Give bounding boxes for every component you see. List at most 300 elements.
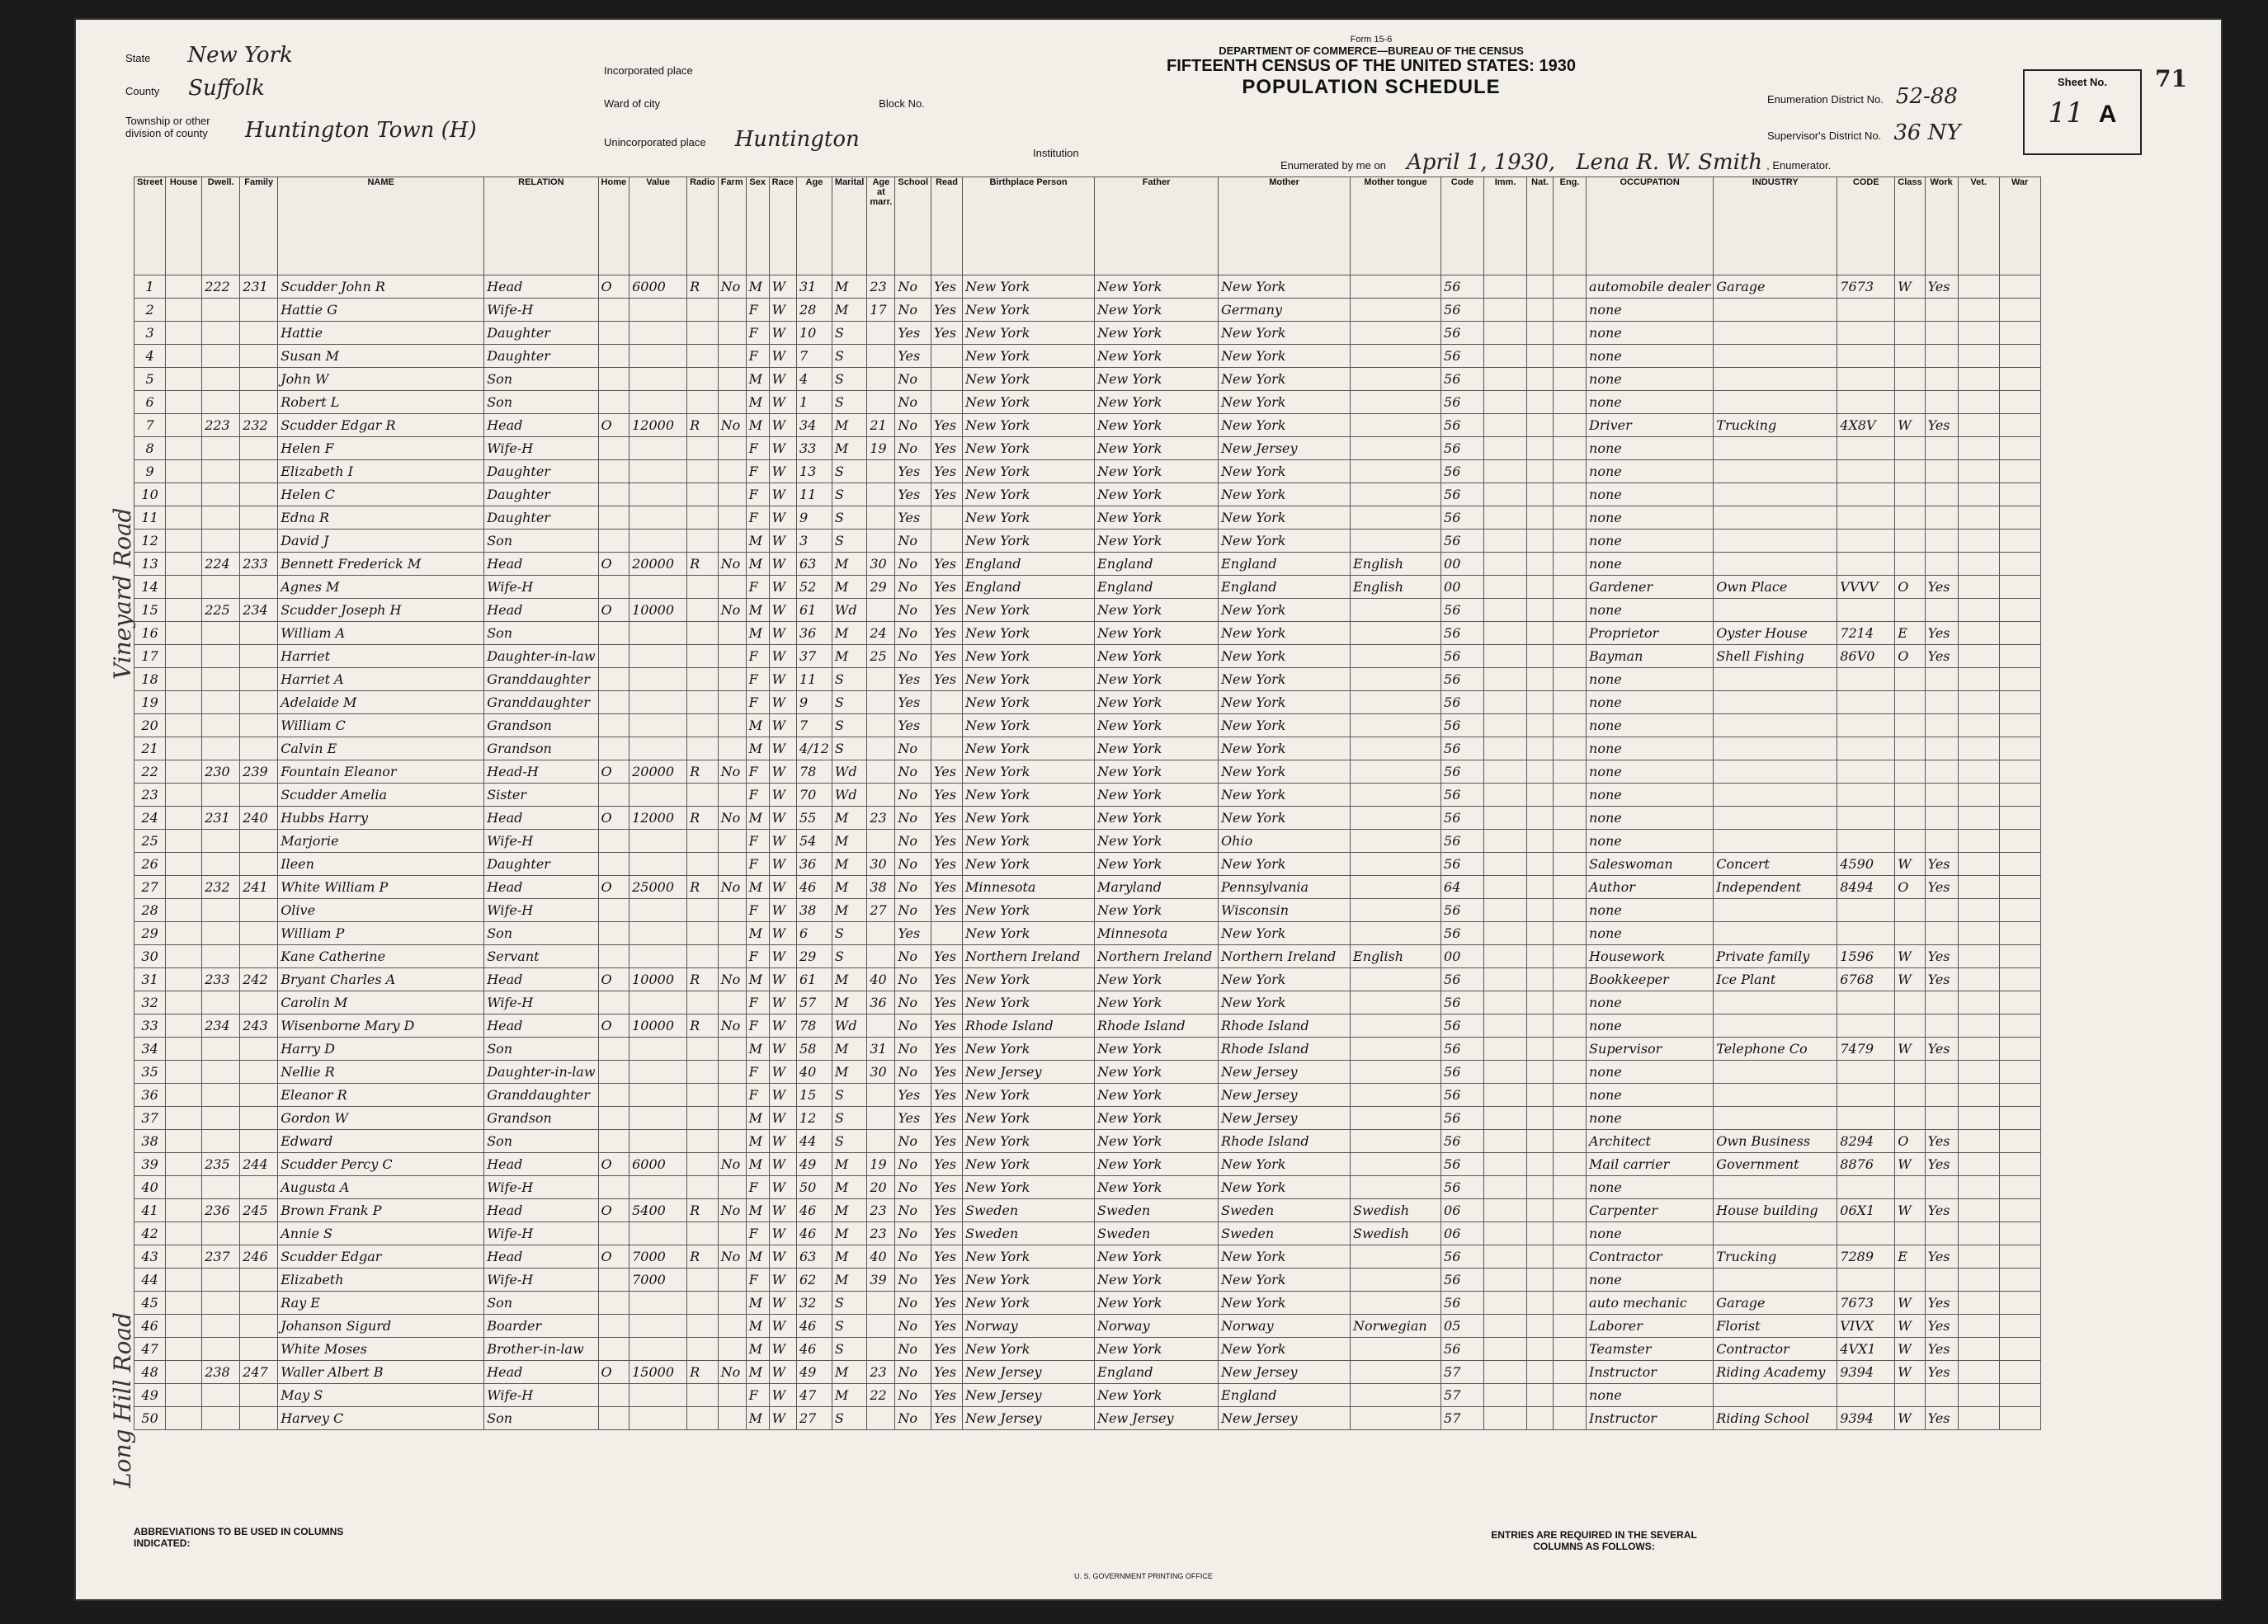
table-row [134, 275, 2041, 299]
cell-ocode: VVVV [1837, 576, 1895, 599]
cell-occ: Laborer [1587, 1315, 1714, 1338]
cell-sch: No [895, 1014, 931, 1038]
cell-rd: Yes [931, 275, 963, 299]
cell-farm [718, 530, 746, 553]
cell-sch: No [895, 991, 931, 1014]
cell-cls [1895, 1014, 1925, 1038]
cell-sex: F [746, 1222, 769, 1245]
table-row [134, 1361, 2041, 1384]
cell-age: 11 [796, 483, 832, 506]
cell-farm: No [718, 1014, 746, 1038]
cell-am: 30 [867, 1061, 895, 1084]
cell-rd: Yes [931, 553, 963, 576]
empty-cell [1554, 876, 1587, 899]
cell-radio [687, 391, 719, 414]
cell-dw [202, 922, 240, 945]
cell-fam: 239 [240, 760, 278, 784]
cell-work [1925, 1269, 1958, 1292]
cell-race: W [769, 437, 796, 460]
empty-cell [1484, 922, 1527, 945]
cell-fbp: New York [1095, 530, 1219, 553]
cell-val [629, 576, 687, 599]
cell-race: W [769, 737, 796, 760]
cell-rel: Son [484, 368, 598, 391]
cell-val [629, 691, 687, 714]
line-number: 24 [134, 807, 166, 830]
cell-home [598, 899, 629, 922]
empty-cell [166, 1407, 202, 1430]
empty-cell [1484, 1407, 1527, 1430]
cell-name: Scudder Percy C [278, 1153, 484, 1176]
empty-cell [1999, 622, 2040, 645]
cell-race: W [769, 414, 796, 437]
cell-rd: Yes [931, 968, 963, 991]
cell-dw [202, 1407, 240, 1430]
cell-tongue [1351, 1084, 1441, 1107]
empty-cell [166, 1107, 202, 1130]
cell-work: Yes [1925, 1292, 1958, 1315]
empty-cell [1958, 1061, 1999, 1084]
cell-dw [202, 576, 240, 599]
cell-work: Yes [1925, 1407, 1958, 1430]
cell-sch: No [895, 1384, 931, 1407]
empty-cell [1484, 853, 1527, 876]
cell-rd: Yes [931, 599, 963, 622]
cell-val [629, 437, 687, 460]
empty-cell [1484, 714, 1527, 737]
empty-cell [1958, 1199, 1999, 1222]
empty-cell [166, 668, 202, 691]
empty-cell [166, 807, 202, 830]
empty-cell [1554, 506, 1587, 530]
empty-cell [166, 1245, 202, 1269]
cell-ind: Florist [1714, 1315, 1837, 1338]
cell-am: 38 [867, 876, 895, 899]
cell-work [1925, 1014, 1958, 1038]
cell-race: W [769, 322, 796, 345]
cell-ind [1714, 1269, 1837, 1292]
cell-occ: none [1587, 1061, 1714, 1084]
cell-cls: E [1895, 622, 1925, 645]
cell-bp: New York [963, 830, 1095, 853]
empty-cell [166, 760, 202, 784]
cell-am [867, 460, 895, 483]
cell-cls: O [1895, 1130, 1925, 1153]
form-title-block: Form 15-6 DEPARTMENT OF COMMERCE—BUREAU OF THE CENSUS FIFTEENTH CENSUS OF THE UNITED STATES: 1930 POPULATION SCHEDULE [1082, 35, 1660, 99]
cell-home: O [598, 599, 629, 622]
empty-cell [1527, 275, 1554, 299]
empty-cell [1484, 275, 1527, 299]
cell-dw [202, 830, 240, 853]
empty-cell [166, 368, 202, 391]
cell-radio [687, 1269, 719, 1292]
cell-rd: Yes [931, 645, 963, 668]
cell-rel: Wife-H [484, 991, 598, 1014]
cell-age: 12 [796, 1107, 832, 1130]
cell-radio [687, 506, 719, 530]
cell-work [1925, 1222, 1958, 1245]
empty-cell [1554, 1176, 1587, 1199]
cell-sex: M [746, 553, 769, 576]
cell-ind [1714, 530, 1837, 553]
cell-code: 56 [1441, 506, 1484, 530]
table-row [134, 737, 2041, 760]
cell-rel: Son [484, 530, 598, 553]
cell-mar: M [832, 1176, 866, 1199]
cell-race: W [769, 622, 796, 645]
cell-farm [718, 1107, 746, 1130]
cell-code: 56 [1441, 714, 1484, 737]
empty-cell [1958, 668, 1999, 691]
empty-cell [1958, 1269, 1999, 1292]
cell-age: 63 [796, 1245, 832, 1269]
cell-sch: No [895, 945, 931, 968]
empty-cell [1999, 1315, 2040, 1338]
cell-name: David J [278, 530, 484, 553]
line-number: 44 [134, 1269, 166, 1292]
empty-cell [1554, 807, 1587, 830]
line-number: 12 [134, 530, 166, 553]
empty-cell [1999, 1014, 2040, 1038]
empty-cell [1999, 437, 2040, 460]
cell-radio [687, 922, 719, 945]
cell-bp: New York [963, 483, 1095, 506]
cell-sch: No [895, 737, 931, 760]
cell-ind [1714, 714, 1837, 737]
cell-tongue: Norwegian [1351, 1315, 1441, 1338]
cell-mbp: New York [1219, 530, 1351, 553]
empty-cell [1484, 1384, 1527, 1407]
cell-fbp: New York [1095, 368, 1219, 391]
cell-occ: none [1587, 299, 1714, 322]
empty-cell [166, 391, 202, 414]
empty-cell [166, 714, 202, 737]
cell-race: W [769, 1269, 796, 1292]
empty-cell [1999, 899, 2040, 922]
cell-farm [718, 483, 746, 506]
empty-cell [1554, 922, 1587, 945]
cell-race: W [769, 1384, 796, 1407]
cell-bp: New York [963, 668, 1095, 691]
cell-ocode [1837, 391, 1895, 414]
cell-bp: New York [963, 784, 1095, 807]
cell-work [1925, 368, 1958, 391]
empty-cell [1484, 1199, 1527, 1222]
cell-rd: Yes [931, 1407, 963, 1430]
cell-farm [718, 368, 746, 391]
cell-am [867, 322, 895, 345]
cell-sch: No [895, 876, 931, 899]
cell-ocode [1837, 437, 1895, 460]
empty-cell [1958, 460, 1999, 483]
cell-code: 56 [1441, 345, 1484, 368]
cell-radio [687, 622, 719, 645]
cell-radio [687, 437, 719, 460]
cell-rd: Yes [931, 1361, 963, 1384]
cell-dw [202, 991, 240, 1014]
cell-sex: M [746, 622, 769, 645]
cell-fam [240, 622, 278, 645]
cell-mar: S [832, 714, 866, 737]
line-number: 35 [134, 1061, 166, 1084]
cell-code: 56 [1441, 922, 1484, 945]
table-row [134, 1061, 2041, 1084]
cell-name: William A [278, 622, 484, 645]
cell-dw: 224 [202, 553, 240, 576]
empty-cell [1999, 391, 2040, 414]
empty-cell [1554, 345, 1587, 368]
column-header: CODE [1837, 177, 1895, 275]
cell-mbp: New York [1219, 807, 1351, 830]
empty-cell [1958, 1361, 1999, 1384]
cell-sch: No [895, 1061, 931, 1084]
cell-cls [1895, 345, 1925, 368]
cell-rel: Daughter [484, 460, 598, 483]
cell-dw [202, 1038, 240, 1061]
cell-sch: No [895, 830, 931, 853]
cell-occ: Author [1587, 876, 1714, 899]
line-number: 22 [134, 760, 166, 784]
empty-cell [1527, 391, 1554, 414]
empty-cell [1554, 460, 1587, 483]
cell-age: 7 [796, 345, 832, 368]
cell-am: 27 [867, 899, 895, 922]
cell-val [629, 1338, 687, 1361]
cell-code: 56 [1441, 599, 1484, 622]
cell-occ: none [1587, 1014, 1714, 1038]
cell-ind [1714, 1014, 1837, 1038]
cell-cls [1895, 784, 1925, 807]
cell-cls [1895, 714, 1925, 737]
cell-age: 37 [796, 645, 832, 668]
cell-fam [240, 483, 278, 506]
table-row [134, 345, 2041, 368]
empty-cell [1554, 530, 1587, 553]
cell-ocode [1837, 483, 1895, 506]
cell-name: Scudder John R [278, 275, 484, 299]
cell-occ: none [1587, 530, 1714, 553]
cell-fbp: Minnesota [1095, 922, 1219, 945]
empty-cell [1999, 530, 2040, 553]
empty-cell [1999, 945, 2040, 968]
cell-fam: 246 [240, 1245, 278, 1269]
cell-bp: New York [963, 991, 1095, 1014]
line-number: 19 [134, 691, 166, 714]
column-header: Radio [687, 177, 719, 275]
cell-cls [1895, 299, 1925, 322]
empty-cell [1527, 437, 1554, 460]
empty-cell [1554, 645, 1587, 668]
cell-fbp: New York [1095, 460, 1219, 483]
cell-sex: F [746, 668, 769, 691]
cell-tongue [1351, 1245, 1441, 1269]
cell-age: 46 [796, 1315, 832, 1338]
cell-tongue [1351, 599, 1441, 622]
cell-farm: No [718, 414, 746, 437]
cell-work: Yes [1925, 945, 1958, 968]
cell-am: 31 [867, 1038, 895, 1061]
cell-home [598, 1384, 629, 1407]
cell-bp: New York [963, 968, 1095, 991]
cell-fbp: New York [1095, 1292, 1219, 1315]
cell-ocode: 86V0 [1837, 645, 1895, 668]
cell-occ: none [1587, 784, 1714, 807]
cell-ocode [1837, 506, 1895, 530]
cell-bp: New York [963, 1107, 1095, 1130]
cell-val [629, 668, 687, 691]
cell-work [1925, 322, 1958, 345]
cell-am [867, 945, 895, 968]
cell-work [1925, 691, 1958, 714]
cell-tongue: Swedish [1351, 1222, 1441, 1245]
cell-val [629, 991, 687, 1014]
cell-mbp: New York [1219, 714, 1351, 737]
cell-mbp: Norway [1219, 1315, 1351, 1338]
cell-bp: Rhode Island [963, 1014, 1095, 1038]
cell-home: O [598, 876, 629, 899]
cell-radio [687, 1384, 719, 1407]
empty-cell [1554, 991, 1587, 1014]
cell-fbp: New York [1095, 345, 1219, 368]
cell-rd: Yes [931, 322, 963, 345]
cell-rd: Yes [931, 1176, 963, 1199]
empty-cell [1554, 899, 1587, 922]
cell-rel: Head [484, 968, 598, 991]
cell-sex: M [746, 391, 769, 414]
cell-farm: No [718, 876, 746, 899]
line-number: 3 [134, 322, 166, 345]
empty-cell [1484, 1361, 1527, 1384]
empty-cell [1527, 1245, 1554, 1269]
cell-occ: none [1587, 899, 1714, 922]
cell-sch: Yes [895, 460, 931, 483]
empty-cell [1484, 414, 1527, 437]
cell-fam [240, 1038, 278, 1061]
empty-cell [166, 1061, 202, 1084]
cell-rd: Yes [931, 760, 963, 784]
cell-mar: M [832, 899, 866, 922]
cell-work: Yes [1925, 1315, 1958, 1338]
cell-val [629, 737, 687, 760]
cell-age: 63 [796, 553, 832, 576]
cell-fbp: New York [1095, 437, 1219, 460]
table-row [134, 668, 2041, 691]
cell-rd [931, 368, 963, 391]
cell-cls [1895, 691, 1925, 714]
cell-age: 44 [796, 1130, 832, 1153]
empty-cell [1484, 668, 1527, 691]
cell-am [867, 1338, 895, 1361]
table-row [134, 922, 2041, 945]
cell-fam [240, 784, 278, 807]
cell-race: W [769, 1222, 796, 1245]
cell-home [598, 830, 629, 853]
cell-dw [202, 737, 240, 760]
cell-farm [718, 1269, 746, 1292]
cell-tongue [1351, 460, 1441, 483]
cell-farm: No [718, 807, 746, 830]
cell-val [629, 622, 687, 645]
empty-cell [1484, 1084, 1527, 1107]
cell-fam [240, 322, 278, 345]
empty-cell [1554, 1199, 1587, 1222]
cell-occ: Housework [1587, 945, 1714, 968]
cell-ocode [1837, 1384, 1895, 1407]
cell-rel: Head [484, 876, 598, 899]
cell-ocode: 8876 [1837, 1153, 1895, 1176]
cell-bp: New York [963, 299, 1095, 322]
empty-cell [1958, 299, 1999, 322]
cell-fam [240, 945, 278, 968]
empty-cell [1484, 391, 1527, 414]
cell-sex: M [746, 1199, 769, 1222]
empty-cell [1554, 299, 1587, 322]
empty-cell [1958, 945, 1999, 968]
empty-cell [1958, 1315, 1999, 1338]
cell-mar: S [832, 345, 866, 368]
cell-rel: Wife-H [484, 899, 598, 922]
cell-ind: Concert [1714, 853, 1837, 876]
cell-bp: New York [963, 345, 1095, 368]
line-number: 8 [134, 437, 166, 460]
cell-bp: New York [963, 1338, 1095, 1361]
cell-fam [240, 1338, 278, 1361]
cell-mar: M [832, 807, 866, 830]
empty-cell [1999, 576, 2040, 599]
cell-age: 3 [796, 530, 832, 553]
cell-fbp: New York [1095, 830, 1219, 853]
cell-bp: New York [963, 645, 1095, 668]
cell-occ: Supervisor [1587, 1038, 1714, 1061]
cell-occ: none [1587, 506, 1714, 530]
cell-farm [718, 668, 746, 691]
column-header: Value [629, 177, 687, 275]
enumerator-name: Lena R. W. Smith [1576, 150, 1763, 175]
table-row [134, 1176, 2041, 1199]
empty-cell [1484, 1315, 1527, 1338]
cell-name: Agnes M [278, 576, 484, 599]
cell-fbp: New York [1095, 1153, 1219, 1176]
cell-ind: Riding Academy [1714, 1361, 1837, 1384]
cell-val [629, 1107, 687, 1130]
cell-radio [687, 945, 719, 968]
cell-name: Susan M [278, 345, 484, 368]
cell-sex: F [746, 1384, 769, 1407]
cell-work: Yes [1925, 1361, 1958, 1384]
cell-name: Scudder Edgar [278, 1245, 484, 1269]
cell-rd: Yes [931, 991, 963, 1014]
table-row [134, 714, 2041, 737]
cell-fam [240, 830, 278, 853]
cell-val [629, 1407, 687, 1430]
column-header: House [166, 177, 202, 275]
cell-farm: No [718, 275, 746, 299]
cell-cls: W [1895, 1361, 1925, 1384]
cell-name: Nellie R [278, 1061, 484, 1084]
cell-rd [931, 714, 963, 737]
cell-name: William C [278, 714, 484, 737]
cell-sch: Yes [895, 714, 931, 737]
line-number: 2 [134, 299, 166, 322]
cell-mbp: New York [1219, 1338, 1351, 1361]
empty-cell [1999, 1361, 2040, 1384]
cell-age: 52 [796, 576, 832, 599]
cell-occ: Bayman [1587, 645, 1714, 668]
cell-val: 20000 [629, 553, 687, 576]
cell-mar: M [832, 622, 866, 645]
cell-name: May S [278, 1384, 484, 1407]
line-number: 1 [134, 275, 166, 299]
